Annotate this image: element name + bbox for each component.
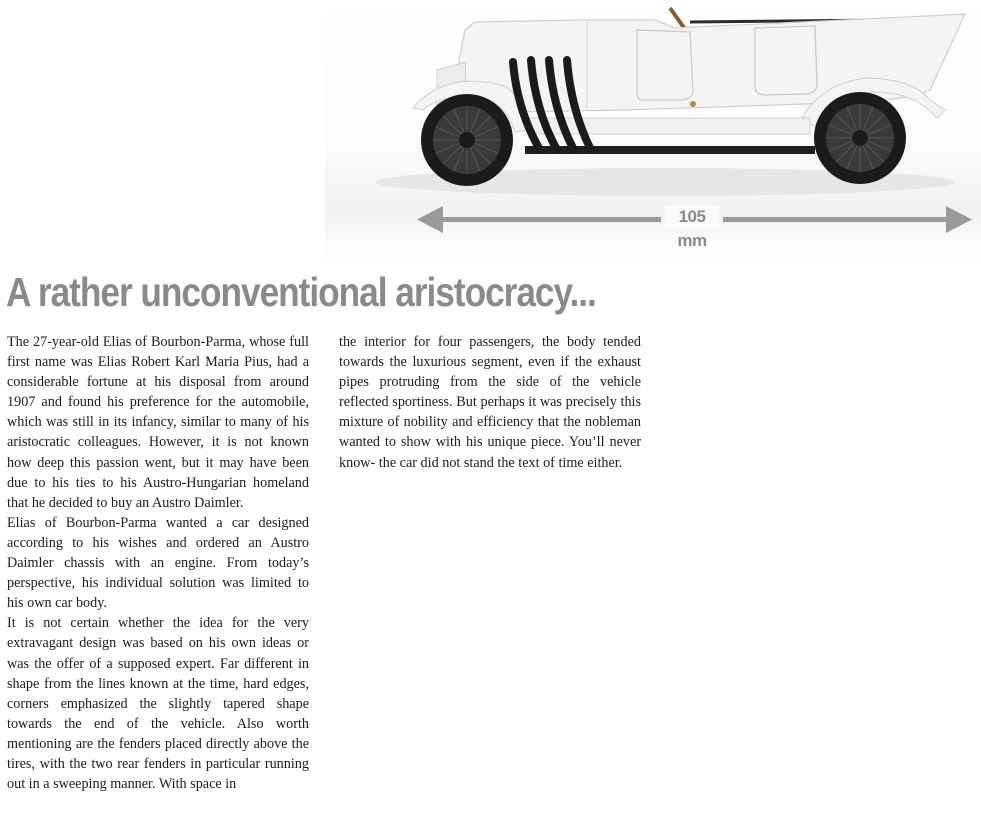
paragraph: the interior for four passengers, the body tended towards the luxurious segment, even if the exhaust pipes protruding from the side of the vehicle reflected sportiness. But perhaps it was precisely this mixture of nobility and efficiency that the nobleman wanted to show with his unique piece. You’ll never know- the car did not stand the text of time either. [339, 334, 641, 471]
car-illustration [325, 0, 981, 262]
paragraph: It is not certain whether the idea for the very extravagant design was based on his own ideas or was the offer of a supposed expert. Far different in shape from the lines known at the time, hard edges, corners emphasized the slightly tapered shape towards the end of the vehicle. Also worth mentioning are the fenders placed directly above the tires, with the two rear fenders in particular running out in a sweeping manner. With space in [7, 615, 309, 793]
article-title: A rather unconventional aristocracy... [6, 269, 596, 315]
door-handle [690, 101, 696, 107]
front-wheel [421, 94, 513, 186]
paragraph: Elias of Bourbon-Parma wanted a car designed according to his wishes and ordered an Austro Daimler chassis with an engine. From today’s perspective, his individual solution was limited to his own car body. [7, 514, 309, 612]
dimension-label: 105 mm [665, 205, 719, 229]
paragraph: The 27-year-old Elias of Bourbon-Parma, whose full first name was Elias Robert Karl Maria Pius, had a considerable fortune at his disposal from around 1907 and found his preference for the automobile, which was still in its infancy, similar to many of his aristocratic colleagues. However, it is not known how deep this passion went, but it may have been due to his ties to his Austro-Hungarian homeland that he decided to buy an Austro Daimler. [7, 334, 309, 511]
article-left-column [7, 332, 309, 794]
car-photo [325, 0, 981, 262]
article-right-column [339, 332, 641, 473]
running-board [530, 118, 810, 134]
rear-wheel [814, 92, 906, 184]
